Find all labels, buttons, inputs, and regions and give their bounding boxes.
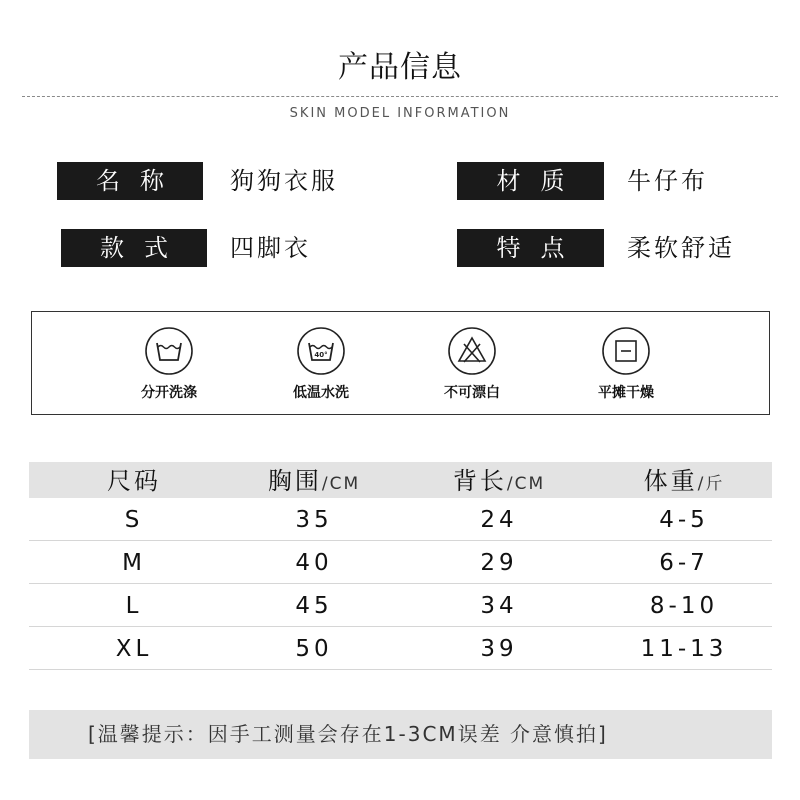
spec-label-style: 款式 — [61, 229, 207, 267]
care-instructions-panel — [31, 311, 770, 415]
header-cell-size — [59, 462, 209, 503]
chest-cell: 45 — [295, 593, 333, 619]
care-label: 低温水洗 — [293, 385, 349, 401]
care-item-low-temp-wash — [251, 326, 391, 402]
weight-cell: 6-7 — [659, 550, 709, 576]
size-cell: XL — [115, 636, 153, 662]
header-unit: /CM — [506, 474, 546, 494]
header-unit: /斤 — [697, 474, 725, 494]
table-row — [29, 584, 772, 627]
care-label: 平摊干燥 — [598, 385, 654, 401]
size-cell: S — [124, 507, 144, 533]
spec-value-name: 狗狗衣服 — [230, 167, 338, 195]
page-title: 产品信息 — [338, 50, 462, 85]
spec-label-feature: 特点 — [457, 229, 604, 267]
no-bleach-icon — [447, 326, 497, 376]
chest-cell: 50 — [295, 636, 333, 662]
back-length-cell: 24 — [480, 507, 518, 533]
care-label: 分开洗涤 — [141, 385, 197, 401]
page-subtitle: SKIN MODEL INFORMATION — [289, 106, 511, 121]
wash-40-icon — [296, 326, 346, 376]
size-table-header — [29, 462, 772, 498]
chest-cell: 40 — [295, 550, 333, 576]
header-unit: /CM — [321, 474, 361, 494]
title-divider — [22, 96, 778, 97]
header-cell-chest — [229, 462, 399, 503]
back-length-cell: 39 — [480, 636, 518, 662]
measurement-note: [温馨提示：因手工测量会存在1-3CM误差 介意慎拍] — [29, 710, 772, 759]
care-item-no-bleach — [402, 326, 542, 402]
spec-label-name: 名称 — [57, 162, 203, 200]
wash-temp-badge: 40° — [314, 351, 328, 359]
header-text: 尺码 — [107, 467, 161, 495]
spec-label-material: 材质 — [457, 162, 604, 200]
weight-cell: 11-13 — [640, 636, 728, 662]
weight-cell: 4-5 — [659, 507, 709, 533]
spec-value-material: 牛仔布 — [627, 167, 708, 195]
header-text: 体重 — [643, 467, 698, 495]
chest-cell: 35 — [295, 507, 333, 533]
header-text: 胸围 — [267, 467, 322, 495]
header-cell-weight — [599, 462, 769, 503]
back-length-cell: 29 — [480, 550, 518, 576]
size-table — [29, 462, 772, 670]
size-cell: L — [125, 593, 143, 619]
spec-value-feature: 柔软舒适 — [627, 234, 735, 262]
dry-flat-icon — [601, 326, 651, 376]
care-item-dry-flat — [556, 326, 696, 402]
table-row — [29, 627, 772, 670]
header-text: 背长 — [452, 467, 507, 495]
care-label: 不可漂白 — [444, 385, 500, 401]
table-row — [29, 498, 772, 541]
care-item-wash-separately — [99, 326, 239, 402]
spec-value-style: 四脚衣 — [230, 234, 311, 262]
back-length-cell: 34 — [480, 593, 518, 619]
wash-basin-icon — [144, 326, 194, 376]
header-cell-back-length — [414, 462, 584, 503]
size-cell: M — [122, 550, 146, 576]
table-row — [29, 541, 772, 584]
weight-cell: 8-10 — [649, 593, 719, 619]
